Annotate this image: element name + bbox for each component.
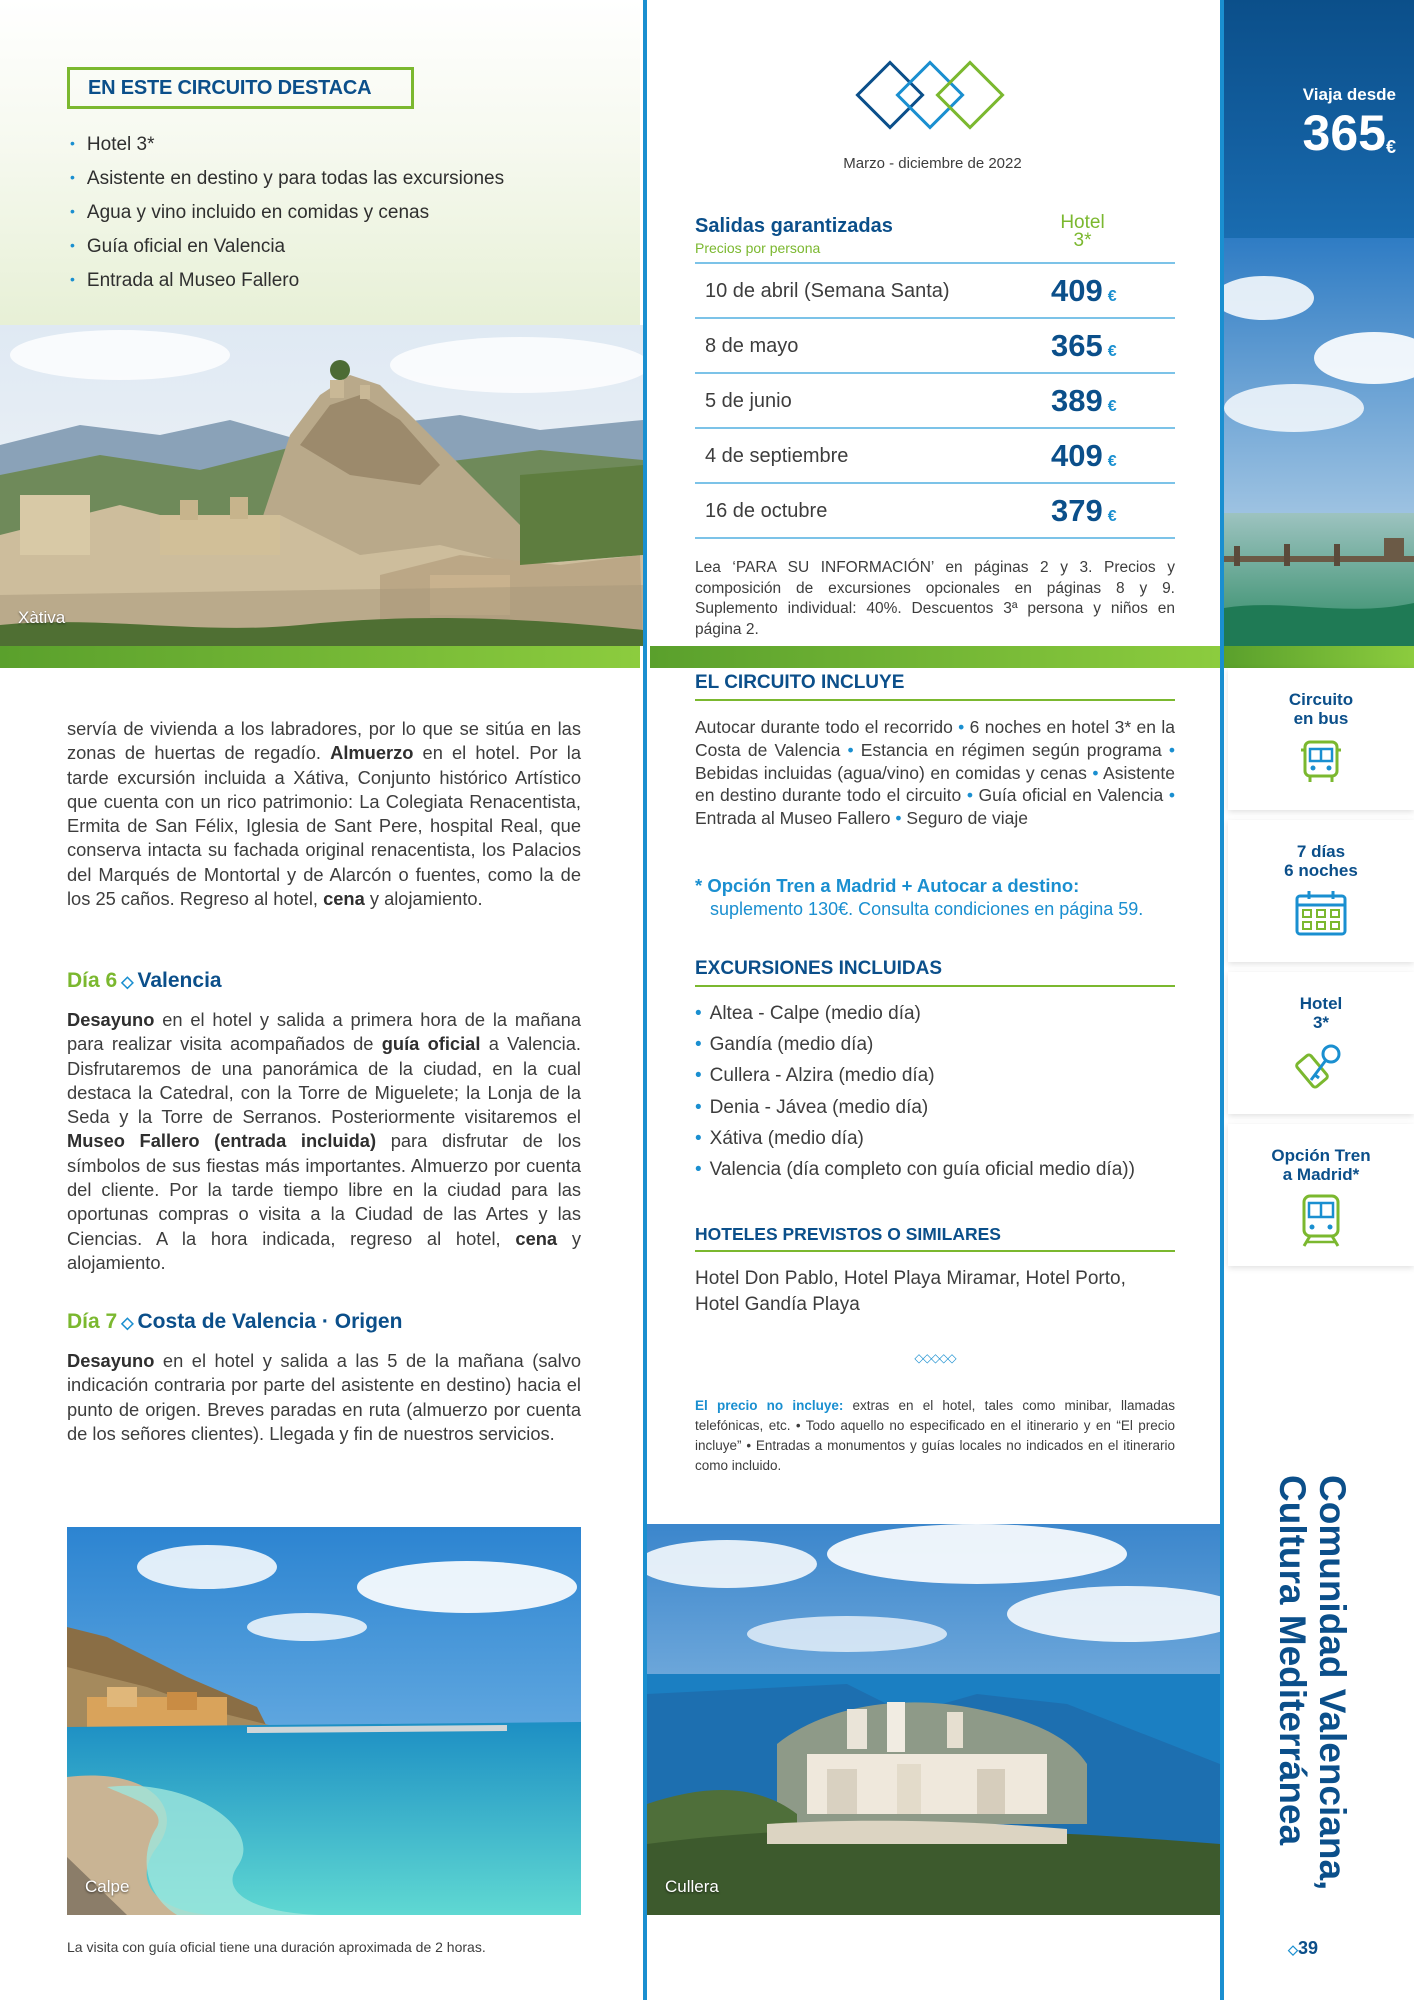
list-item: • Valencia (día completo con guía oficial medio día)) [695, 1157, 1175, 1188]
text: Asistente en destino durante todo el circuito [695, 762, 1175, 806]
list-item: • Asistente en destino y para todas las excursiones [70, 166, 504, 200]
bullet: • [895, 808, 902, 829]
text: y alojamiento. [364, 888, 483, 910]
train-option-title: * Opción Tren a Madrid + Autocar a destino: [695, 875, 1080, 896]
list-item: • Cullera - Alzira (medio día) [695, 1063, 1175, 1094]
text: para disfrutar de los símbolos de sus fiestas más importantes. Almuerzo por cuenta del cliente. Por la tarde tiempo libre en la ciudad para las oportunas compras o visita a la Ciudad de las Artes y las Ciencias. A la hora indicada, regreso al hotel, [67, 1130, 581, 1249]
bold-text: Desayuno [67, 1350, 155, 1371]
list-item: • Guía oficial en Valencia [70, 234, 504, 268]
text: Estancia en régimen según programa [853, 739, 1169, 760]
currency: € [1107, 508, 1117, 525]
list-item: • Entrada al Museo Fallero [70, 268, 504, 302]
header-line: 3* [1073, 230, 1092, 251]
lake-photo [1224, 238, 1414, 646]
day-place: Valencia [137, 969, 222, 992]
list-item: • Agua y vino incluido en comidas y cenas [70, 200, 504, 234]
cullera-photo [647, 1524, 1220, 1915]
diamond-separator: ◇◇◇◇◇ [914, 1351, 956, 1365]
departures-subtitle: Precios por persona [695, 240, 821, 256]
logo [855, 60, 1010, 145]
price: 409 [1051, 438, 1103, 473]
not-included-label: El precio no incluye: [695, 1398, 844, 1413]
day7-text [67, 1349, 581, 1446]
text: a Valencia. Disfrutaremos de una panorámica de la ciudad, en la cual destaca la Catedral, con la Torre de Miguelete; la Lonja de la Seda y la Torre de Serranos. Posteriormente visitaremos el [67, 1033, 581, 1128]
bullet: • [958, 717, 965, 737]
text: en el hotel y salida a las 5 de la mañana (salvo indicación contraria por parte del asistente en destino) hacia el punto de origen. Breves paradas en ruta (almuerzo por cuenta de los señores clientes). Llegada y fin de nuestros servicios. [67, 1350, 581, 1444]
guide-note: La visita con guía oficial tiene una duración aproximada de 2 horas. [67, 1939, 486, 1955]
currency: € [1107, 398, 1117, 415]
bullet: • [1092, 762, 1099, 783]
photo-caption: Calpe [85, 1877, 130, 1896]
departures-title: Salidas garantizadas [695, 215, 893, 237]
day-number: Día 6 [67, 969, 118, 992]
day7-heading [67, 1310, 402, 1334]
day-place: Costa de Valencia · Origen [137, 1310, 403, 1333]
list-item: • Altea - Calpe (medio día) [695, 1001, 1175, 1032]
excursions-list [695, 1001, 1175, 1188]
list-item: • Xátiva (medio día) [695, 1126, 1175, 1157]
departure-date: 4 de septiembre [705, 445, 849, 467]
departures-note: Lea ‘PARA SU INFORMACIÓN’ en páginas 2 y 3. Precios y composición de excursiones opcionales en páginas 8 y 9. Suplemento individual: 40%. Descuentos 3ª persona y niños en página 2. [695, 559, 1175, 638]
feature-label: Opción Tren a Madrid* [1271, 1146, 1371, 1184]
text: Bebidas incluidas (agua/vino) en comidas y cenas [695, 762, 1093, 783]
day6-text [67, 1008, 581, 1275]
photo-caption: Cullera [665, 1877, 719, 1896]
price: 409 [1051, 273, 1103, 308]
feature-card-bus [1228, 668, 1414, 810]
feature-card-train [1228, 1124, 1414, 1266]
list-item: • Gandía (medio día) [695, 1032, 1175, 1063]
table-row [695, 429, 1175, 484]
text: 6 noches en hotel 3* en la Costa de Valencia [695, 717, 1175, 760]
price-from-tag [1224, 0, 1414, 238]
diamond-icon: ◇ [1288, 1942, 1298, 1957]
table-row [695, 374, 1175, 429]
currency: € [1107, 343, 1117, 360]
departure-date: 5 de junio [705, 390, 792, 412]
bullet: • [1168, 739, 1175, 760]
diamond-icon: ◇ [121, 974, 134, 991]
vertical-title-line: Comunidad Valenciana, [1312, 1475, 1353, 1891]
feature-label: 7 días 6 noches [1284, 842, 1358, 880]
text: y alojamiento. [67, 1227, 581, 1273]
departure-date: 16 de octubre [705, 500, 828, 522]
included-text [695, 716, 1175, 830]
feature-card-hotel [1228, 972, 1414, 1114]
currency: € [1385, 137, 1396, 157]
bold-text: cena [323, 888, 365, 910]
feature-card-duration [1228, 820, 1414, 962]
table-row [695, 484, 1175, 539]
green-divider [1224, 646, 1414, 668]
text: Seguro de viaje [901, 808, 1029, 829]
table-row [695, 264, 1175, 319]
hotel-column-header [1040, 214, 1125, 250]
from-label: Viaja desde [1302, 85, 1396, 104]
highlights-title: EN ESTE CIRCUITO DESTACA [67, 67, 414, 109]
price: 365 [1051, 328, 1103, 363]
bold-text: cena [515, 1227, 558, 1249]
vertical-title [1266, 1475, 1352, 1925]
hotel-key-icon [1228, 1040, 1414, 1095]
header-line: Hotel [1060, 212, 1105, 233]
day6-heading [67, 969, 222, 993]
price: 389 [1051, 383, 1103, 418]
vertical-title-line: Cultura Mediterránea [1272, 1475, 1313, 1846]
calendar-icon [1228, 888, 1414, 943]
text: Guía oficial en Valencia [972, 785, 1169, 806]
text: en el hotel y salida a primera hora de la mañana para realizar visita acompañados de [67, 1009, 581, 1055]
list-item: • Hotel 3* [70, 132, 504, 166]
bullet: • [847, 739, 854, 760]
green-divider [650, 646, 1220, 668]
hotels-text: Hotel Don Pablo, Hotel Playa Miramar, Hotel Porto, Hotel Gandía Playa [695, 1268, 1126, 1315]
text: en el hotel. Por la tarde excursión incluida a Xátiva, Conjunto histórico Artístico que cuenta con un rico patrimonio: La Colegiata Renacentista, Ermita de San Félix, Iglesia de Sant Pere, hospital Real, que conserva intacta su fachada original renacentista, los Palacios del Marqués de Montortal y de Alarcón o fuentes, como la de los 25 caños. Regreso al hotel, [67, 742, 581, 910]
price: 379 [1051, 493, 1103, 528]
bold-text: Desayuno [67, 1009, 155, 1030]
xativa-photo [0, 325, 643, 646]
calpe-photo [67, 1527, 581, 1915]
page-number-wrap [1288, 1938, 1318, 1959]
train-icon [1228, 1192, 1414, 1255]
from-price-wrap [1303, 105, 1396, 161]
list-item: • Denia - Jávea (medio día) [695, 1095, 1175, 1126]
period: Marzo - diciembre de 2022 [843, 155, 1022, 172]
bold-text: Museo Fallero (entrada incluida) [67, 1130, 377, 1152]
day-number: Día 7 [67, 1310, 118, 1333]
diamond-icon: ◇ [121, 1315, 134, 1332]
bullet: • [966, 785, 973, 806]
text: extras en el hotel, tales como minibar, llamadas telefónicas, etc. • Todo aquello no especificado en el itinerario y en “El precio incluye” • Entradas a monumentos y guías locales no indicados en el itinerario como incluido. [695, 1398, 1176, 1473]
page-number: 39 [1298, 1938, 1319, 1958]
table-row [695, 319, 1175, 374]
bold-text: guía oficial [381, 1033, 481, 1055]
feature-label: Hotel 3* [1299, 994, 1343, 1032]
train-option-text: suplemento 130€. Consulta condiciones en página 59. [710, 899, 1144, 919]
photo-caption: Xàtiva [18, 608, 66, 627]
text: Entrada al Museo Fallero [695, 808, 896, 829]
not-included [695, 1396, 1175, 1476]
currency: € [1107, 288, 1117, 305]
green-divider [0, 646, 640, 668]
bold-text: Almuerzo [330, 742, 414, 764]
text: Autocar durante todo el recorrido [695, 717, 959, 737]
from-price: 365 [1302, 105, 1386, 161]
feature-label: Circuito en bus [1288, 690, 1354, 728]
bullet: • [1168, 785, 1175, 806]
included-title: EL CIRCUITO INCLUYE [695, 672, 1175, 701]
departure-date: 8 de mayo [705, 335, 799, 357]
hotels-title: HOTELES PREVISTOS O SIMILARES [695, 1224, 1175, 1252]
day5-text [67, 717, 581, 911]
bus-icon [1228, 736, 1414, 791]
highlights-list [70, 132, 504, 302]
departure-date: 10 de abril (Semana Santa) [705, 280, 950, 302]
text: servía de vivienda a los labradores, por lo que se sitúa en las zonas de huertas de regadío. [67, 718, 581, 764]
excursions-title: EXCURSIONES INCLUIDAS [695, 958, 1175, 987]
currency: € [1107, 453, 1117, 470]
